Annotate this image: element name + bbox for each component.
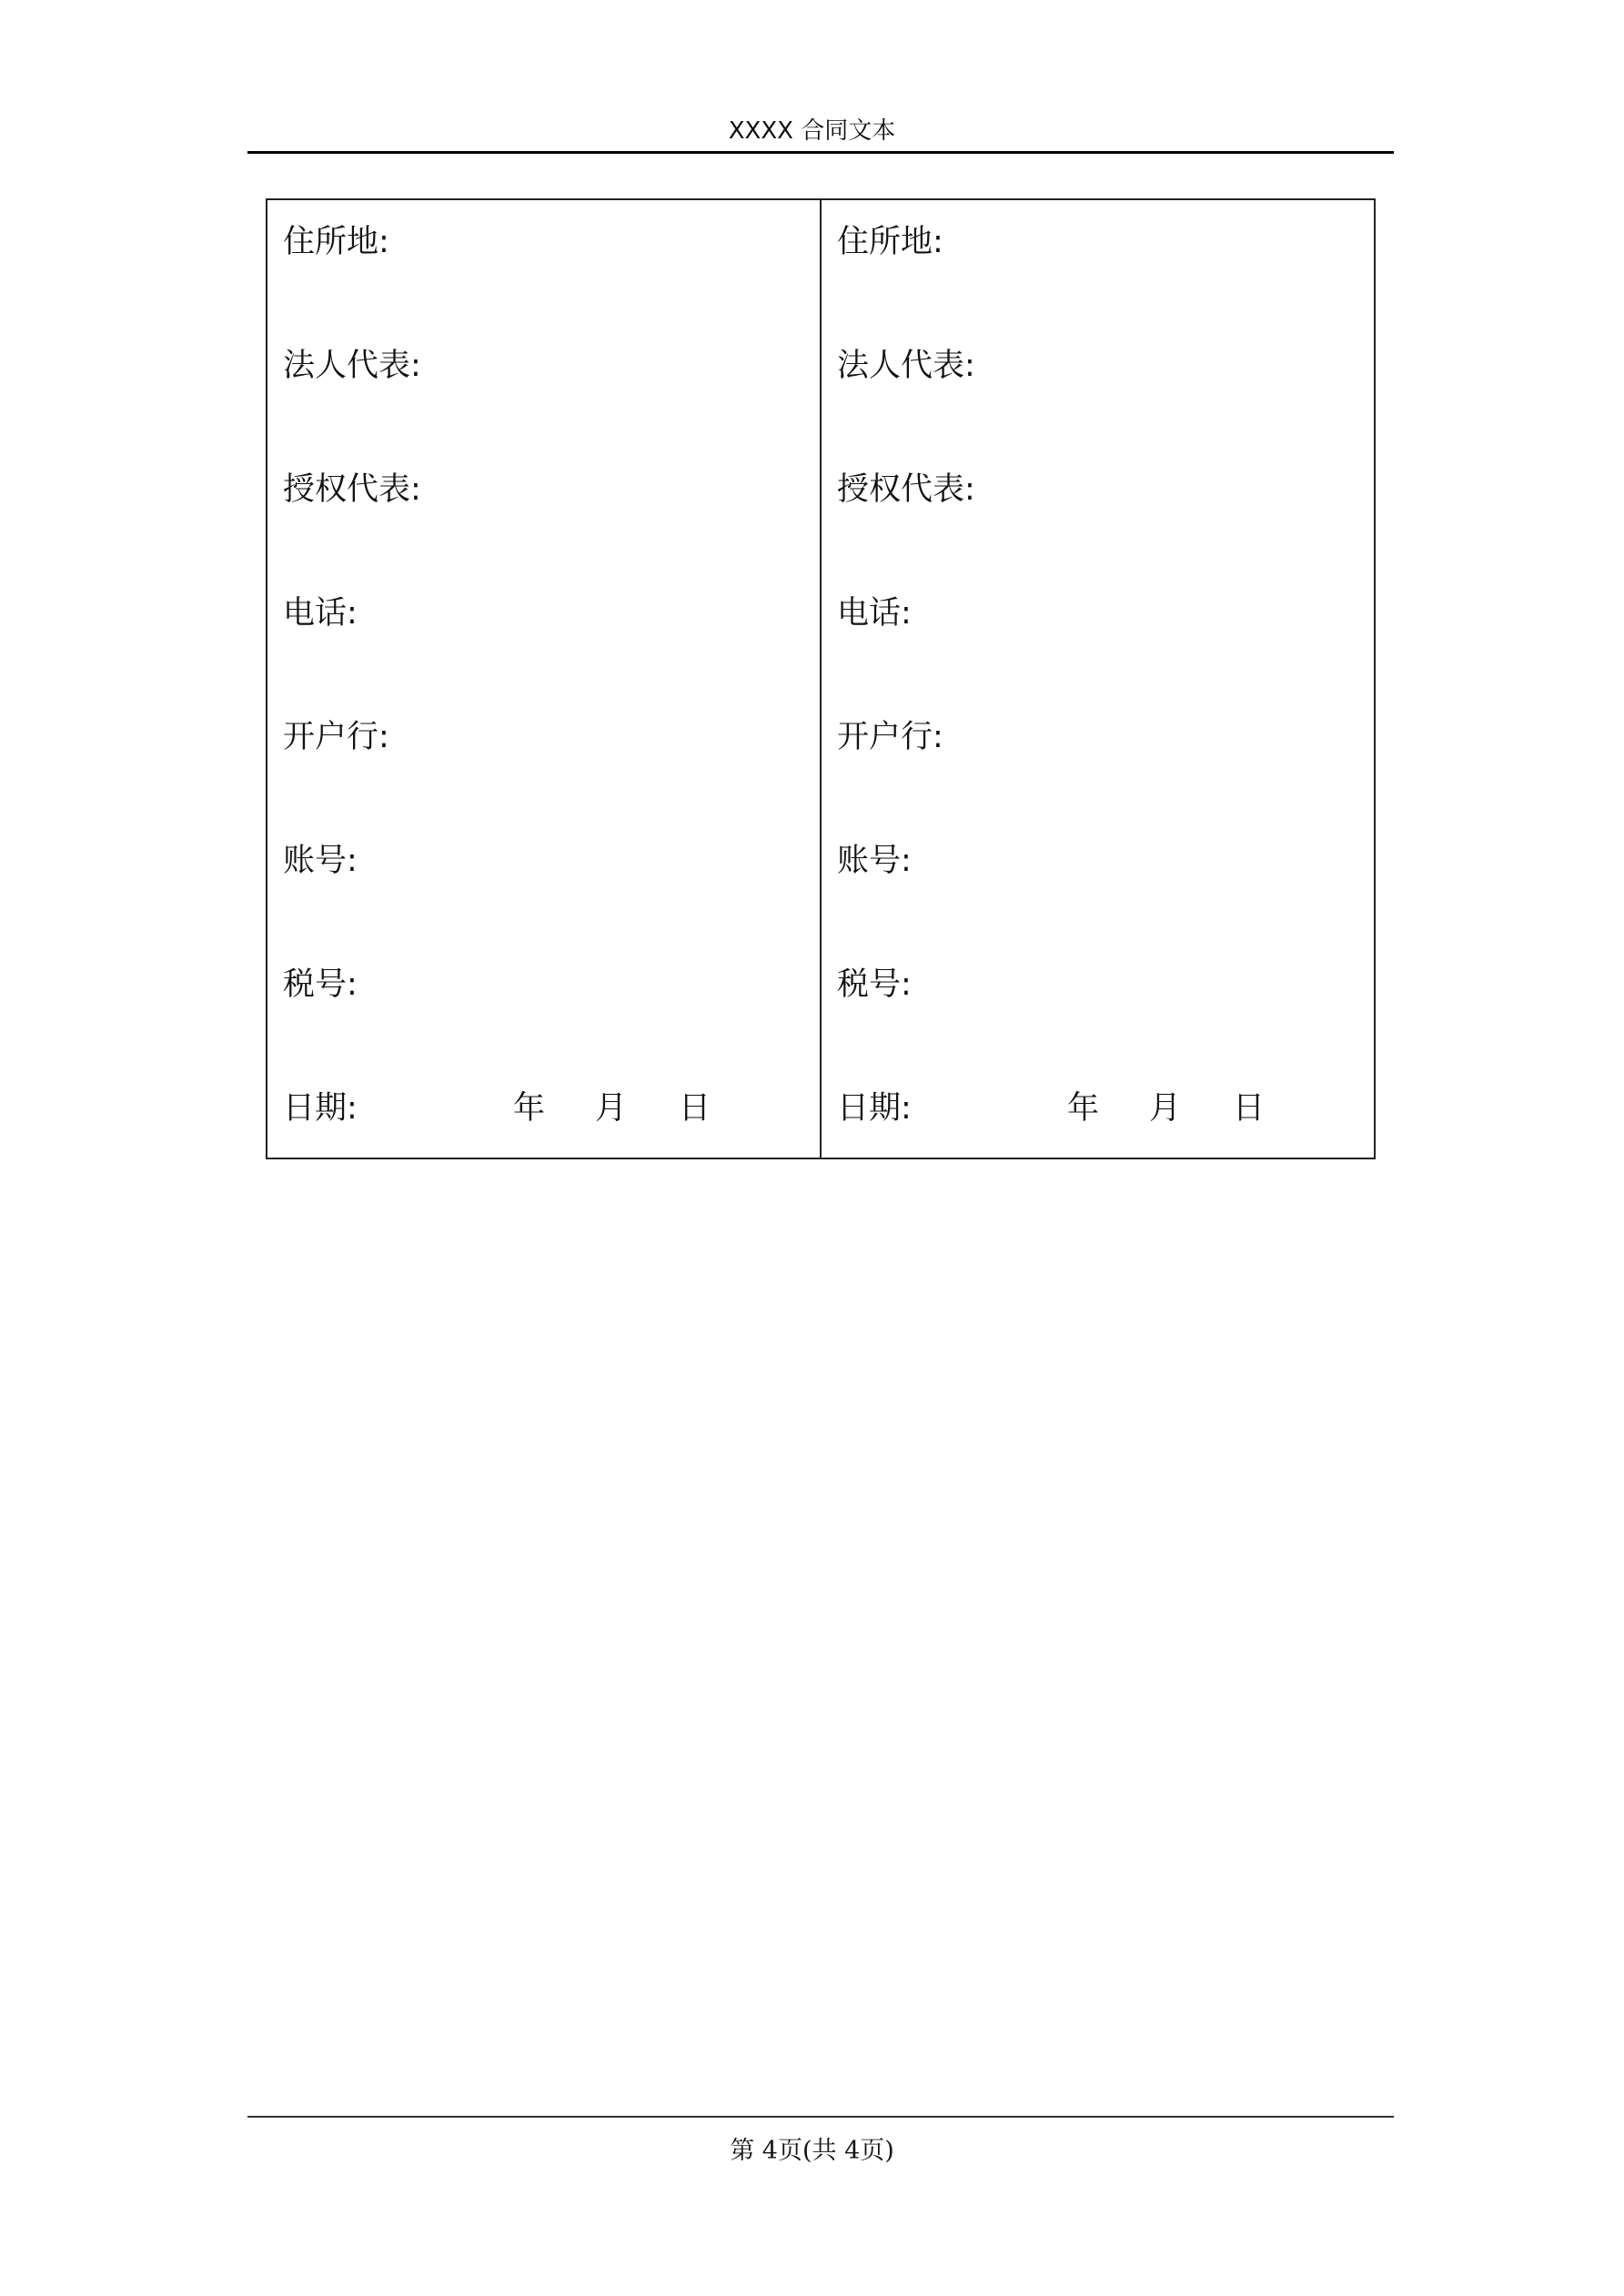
footer-divider (247, 2116, 1394, 2118)
month-label: 月 (595, 1090, 628, 1127)
account-label: 账号: (837, 843, 912, 879)
year-label: 年 (1067, 1090, 1100, 1127)
party-a-column (267, 200, 820, 1158)
page-header-title: XXXX 合同文本 (728, 117, 896, 145)
month-label: 月 (1149, 1090, 1182, 1127)
day-label: 日 (1233, 1090, 1266, 1127)
party-info-table (266, 198, 1376, 1159)
bank-label: 开户行: (837, 719, 943, 755)
phone-label: 电话: (837, 595, 912, 632)
authorized-rep-label: 授权代表: (837, 471, 975, 508)
date-label: 日期: (837, 1090, 912, 1127)
page-number: 第 4页(共 4页) (730, 2137, 894, 2165)
day-label: 日 (679, 1090, 711, 1127)
address-label: 住所地: (837, 224, 943, 260)
year-label: 年 (513, 1090, 546, 1127)
bank-label: 开户行: (283, 719, 389, 755)
phone-label: 电话: (283, 595, 358, 632)
header-divider (247, 151, 1394, 154)
tax-id-label: 税号: (283, 966, 358, 1003)
tax-id-label: 税号: (837, 966, 912, 1003)
date-label: 日期: (283, 1090, 358, 1127)
account-label: 账号: (283, 843, 358, 879)
legal-rep-label: 法人代表: (283, 348, 421, 384)
legal-rep-label: 法人代表: (837, 348, 975, 384)
party-b-column (820, 200, 1374, 1158)
date-row (837, 1087, 1347, 1130)
date-row (283, 1087, 792, 1130)
authorized-rep-label: 授权代表: (283, 471, 421, 508)
address-label: 住所地: (283, 224, 389, 260)
